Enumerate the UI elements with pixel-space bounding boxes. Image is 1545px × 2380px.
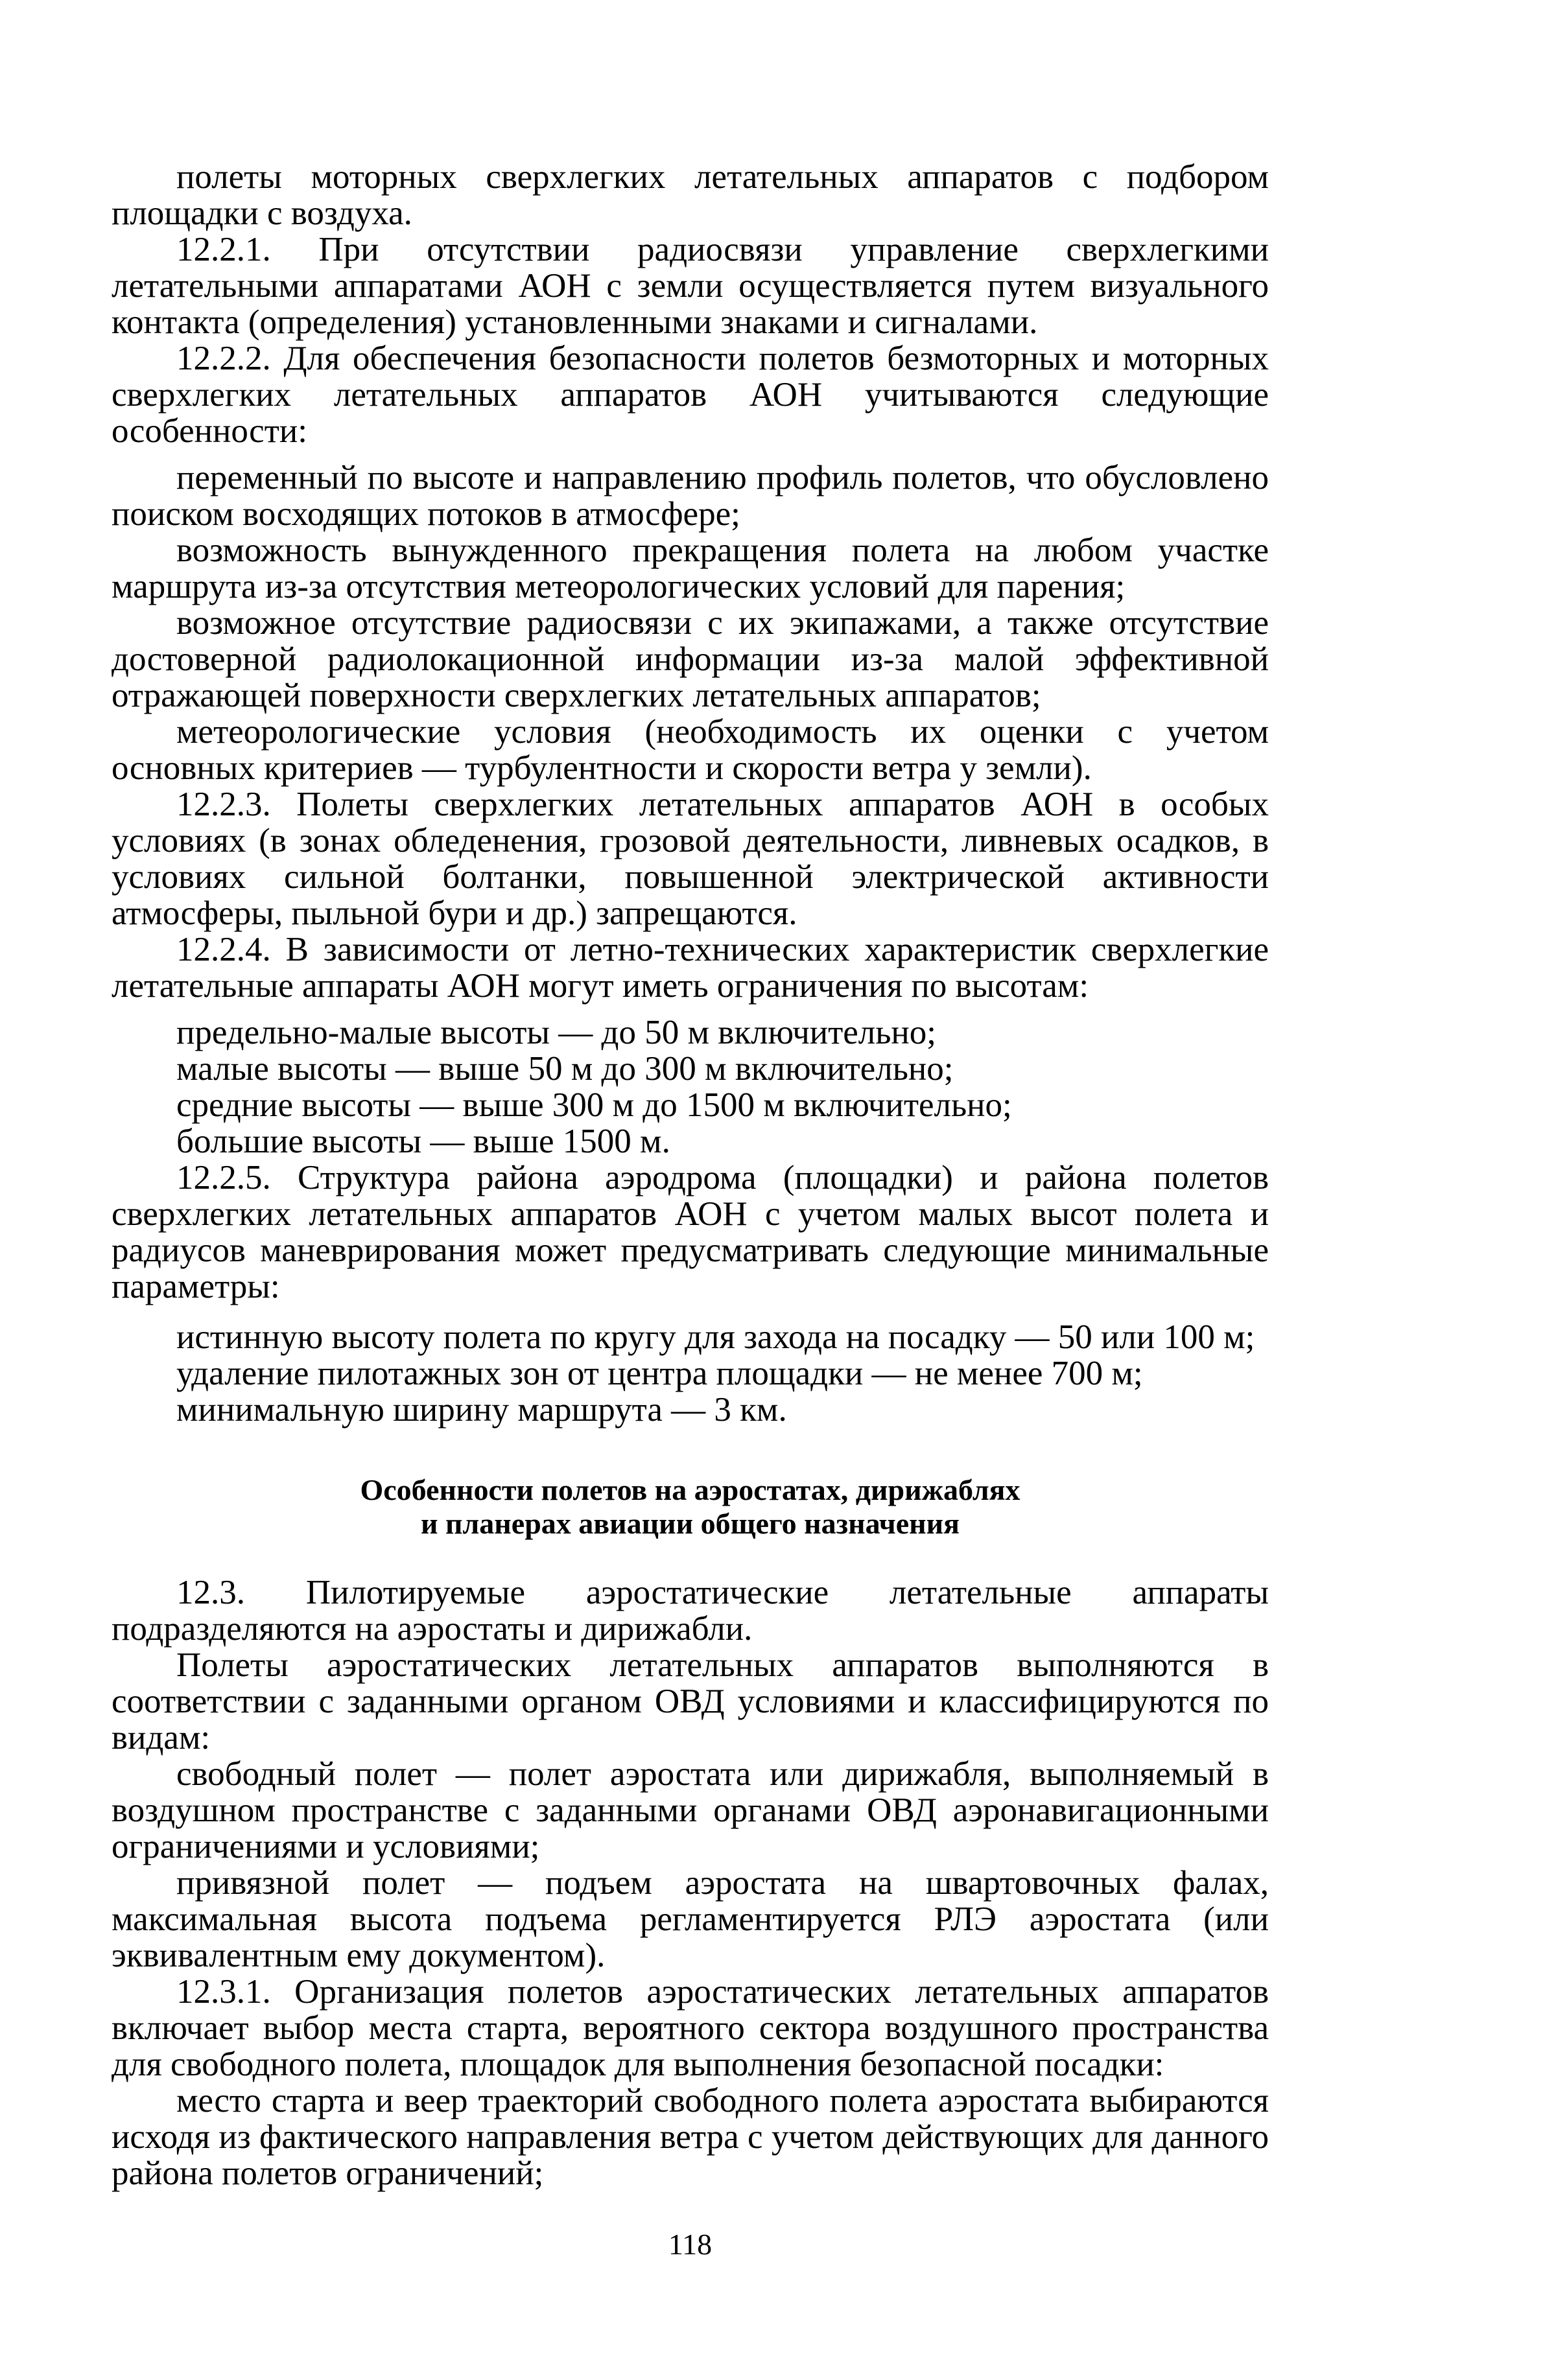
altitude-extremely-low: предельно-малые высоты — до 50 м включительно; (176, 1014, 937, 1051)
spacer (112, 449, 1269, 460)
section-heading-line-1: Особенности полетов на аэростатах, дирижаблях (360, 1473, 1020, 1506)
param-aerobatic-zone-distance: удаление пилотажных зон от центра площадки — не менее 700 м; (176, 1355, 1143, 1392)
definition-tethered-flight: привязной полет — подъем аэростата на швартовочных фалах, максимальная высота подъема регламентируется РЛЭ аэростата (или эквивалентным ему документом). (112, 1864, 1269, 1974)
paragraph-12-2-4: 12.2.4. В зависимости от летно-технических характеристик сверхлегкие летательные аппараты АОН могут иметь ограничения по высотам: (112, 931, 1269, 1005)
list-item-launch-site: место старта и веер траекторий свободного полета аэростата выбираются исходя из фактического направления ветра с учетом действующих для данного района полетов ограничений; (112, 2082, 1269, 2192)
paragraph-12-3: 12.3. Пилотируемые аэростатические летательные аппараты подразделяются на аэростаты и дирижабли. (112, 1574, 1269, 1648)
param-route-width: минимальную ширину маршрута — 3 км. (176, 1391, 787, 1429)
paragraph-flight-types: Полеты аэростатических летательных аппаратов выполняются в соответствии с заданными органом ОВД условиями и классифицируются по видам: (112, 1646, 1269, 1756)
altitude-medium: средние высоты — выше 300 м до 1500 м включительно; (176, 1086, 1012, 1124)
altitude-low: малые высоты — выше 50 м до 300 м включительно; (176, 1050, 954, 1088)
definition-free-flight: свободный полет — полет аэростата или дирижабля, выполняемый в воздушном пространстве с заданными органами ОВД аэронавигационными ограничениями и условиями; (112, 1755, 1269, 1865)
paragraph-continuation: полеты моторных сверхлегких летательных аппаратов с подбором площадки с воздуха. (112, 158, 1269, 232)
spacer (112, 1004, 1269, 1014)
list-item-forced-landing: возможность вынужденного прекращения полета на любом участке маршрута из-за отсутствия метеорологических условий для парения; (112, 531, 1269, 605)
list-item-weather: метеорологические условия (необходимость их оценки с учетом основных критериев — турбулентности и скорости ветра у земли). (112, 713, 1269, 787)
section-heading-line-2: и планерах авиации общего назначения (420, 1507, 960, 1540)
document-page (112, 0, 1269, 2300)
list-item-variable-profile: переменный по высоте и направлению профиль полетов, что обусловлено поиском восходящих потоков в атмосфере; (112, 459, 1269, 533)
list-item-no-radio: возможное отсутствие радиосвязи с их экипажами, а также отсутствие достоверной радиолокационной информации из-за малой эффективной отражающей поверхности сверхлегких летательных аппаратов; (112, 604, 1269, 714)
paragraph-12-2-5: 12.2.5. Структура района аэродрома (площадки) и района полетов сверхлегких летательных аппаратов АОН с учетом малых высот полета и радиусов маневрирования может предусматривать следующие минимальные параметры: (112, 1159, 1269, 1305)
altitude-high: большие высоты — выше 1500 м. (176, 1123, 670, 1160)
section-heading (112, 1473, 1269, 1541)
page-number: 118 (668, 2228, 713, 2261)
paragraph-12-3-1: 12.3.1. Организация полетов аэростатических летательных аппаратов включает выбор места старта, вероятного сектора воздушного пространства для свободного полета, площадок для выполнения безопасной посадки: (112, 1973, 1269, 2083)
paragraph-12-2-1: 12.2.1. При отсутствии радиосвязи управление сверхлегкими летательными аппаратами АОН с земли осуществляется путем визуального контакта (определения) установленными знаками и сигналами. (112, 231, 1269, 341)
param-circuit-altitude: истинную высоту полета по кругу для захода на посадку — 50 или 100 м; (176, 1318, 1255, 1356)
paragraph-12-2-2: 12.2.2. Для обеспечения безопасности полетов безмоторных и моторных сверхлегких летательных аппаратов АОН учитываются следующие особенности: (112, 340, 1269, 450)
spacer (112, 1305, 1269, 1319)
paragraph-12-2-3: 12.2.3. Полеты сверхлегких летательных аппаратов АОН в особых условиях (в зонах обледенения, грозовой деятельности, ливневых осадков, в условиях сильной болтанки, повышенной электрической активности атмосферы, пыльной бури и др.) запрещаются. (112, 786, 1269, 932)
